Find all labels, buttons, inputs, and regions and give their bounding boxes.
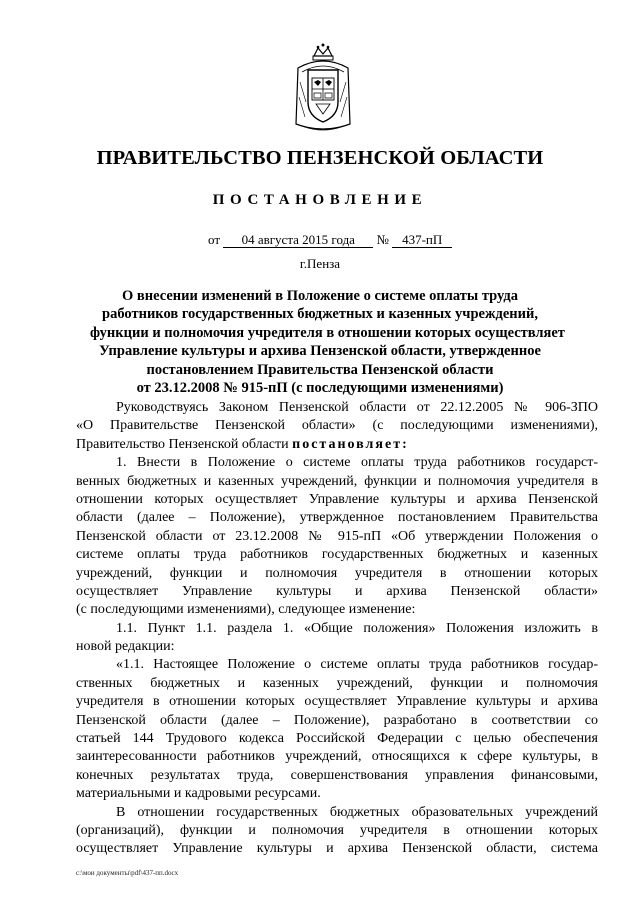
body-line: Руководствуясь Законом Пензенской области от 22.12.2005 № 906-ЗПО xyxy=(116,400,598,415)
body-line: конечных результатах труда, совершенствования управления финансовыми, xyxy=(76,767,598,783)
body-line-decree xyxy=(76,436,598,454)
body-line: 1.1. Пункт 1.1. раздела 1. «Общие положения» Положения изложить в xyxy=(116,620,598,636)
body-line: системе оплаты труда работников государственных бюджетных и казенных xyxy=(76,547,598,563)
body-line: Пензенской области от 23.12.2008 № 915-пП «Об утверждении Положения о xyxy=(76,528,598,544)
body-line: материальными и кадровыми ресурсами. xyxy=(76,786,321,802)
title-line: Управление культуры и архива Пензенской области, утвержденное xyxy=(99,343,541,360)
body-line-text: Правительство Пензенской области xyxy=(76,436,289,452)
title-line: от 23.12.2008 № 915-пП (с последующими изменениями) xyxy=(136,380,504,397)
body-line: статьей 144 Трудового кодекса Российской Федерации с целью обеспечения xyxy=(76,731,598,747)
document-body xyxy=(76,399,598,859)
body-line: заинтересованности работников учреждений, относящихся к сфере культуры, в xyxy=(76,749,598,765)
file-path-footer: c:\мои документы\pdf\437-пп.docx xyxy=(76,869,179,877)
body-line: отношении которых осуществляет Управление культуры и архива Пензенской xyxy=(76,491,598,507)
body-line: Пензенской области (далее – Положение), разработано в соответствии со xyxy=(76,712,598,728)
body-line: «О Правительстве Пензенской области» (с последующими изменениями), xyxy=(76,418,598,434)
body-line: новой редакции: xyxy=(76,639,175,655)
body-line: 1. Внести в Положение о системе оплаты труда работников государст- xyxy=(116,455,598,471)
body-line: венных бюджетных и казенных учреждений, функции и полномочия учредителя в xyxy=(76,473,598,489)
body-line: области (далее – Положение), утвержденное постановлением Правительства xyxy=(76,510,598,526)
body-line: В отношении государственных бюджетных образовательных учреждений xyxy=(116,804,598,820)
document-type: ПОСТАНОВЛЕНИЕ xyxy=(212,192,428,208)
city: г.Пенза xyxy=(299,256,341,271)
body-line: ственных бюджетных и казенных учреждений, функции и полномочия xyxy=(76,675,598,691)
body-line: осуществляет Управление культуры и архива Пензенской области, система xyxy=(76,841,598,857)
body-line: учредителя в отношении которых осуществляет Управление культуры и архива xyxy=(76,694,598,710)
decree-word: постановляет: xyxy=(292,436,409,452)
title-line: О внесении изменений в Положение о системе оплаты труда xyxy=(122,288,518,304)
body-line: «1.1. Настоящее Положение о системе оплаты труда работников государ- xyxy=(116,657,598,673)
government-title: ПРАВИТЕЛЬСТВО ПЕНЗЕНСКОЙ ОБЛАСТИ xyxy=(96,147,544,169)
document-title xyxy=(90,287,565,397)
title-line: функции и полномочия учредителя в отношении которых осуществляет xyxy=(90,324,565,341)
date-number-line xyxy=(208,232,452,248)
date-prefix: от xyxy=(208,232,221,247)
body-line: (с последующими изменениями), следующее изменение: xyxy=(76,602,416,618)
body-line: учреждений, функции и полномочия учредителя в отношении которых xyxy=(76,565,598,581)
title-line: постановлением Правительства Пензенской области xyxy=(146,361,494,378)
title-line: работников государственных бюджетных и казенных учреждений, xyxy=(102,306,538,323)
body-line: (организаций), функции и полномочия учредителя в отношении которых xyxy=(76,822,598,838)
number-prefix: № xyxy=(376,232,389,247)
coat-of-arms-icon xyxy=(292,42,354,138)
body-line: осуществляет Управление культуры и архива Пензенской области» xyxy=(76,583,598,599)
number-value: 437-пП xyxy=(392,233,452,248)
date-value: 04 августа 2015 года xyxy=(223,233,373,248)
